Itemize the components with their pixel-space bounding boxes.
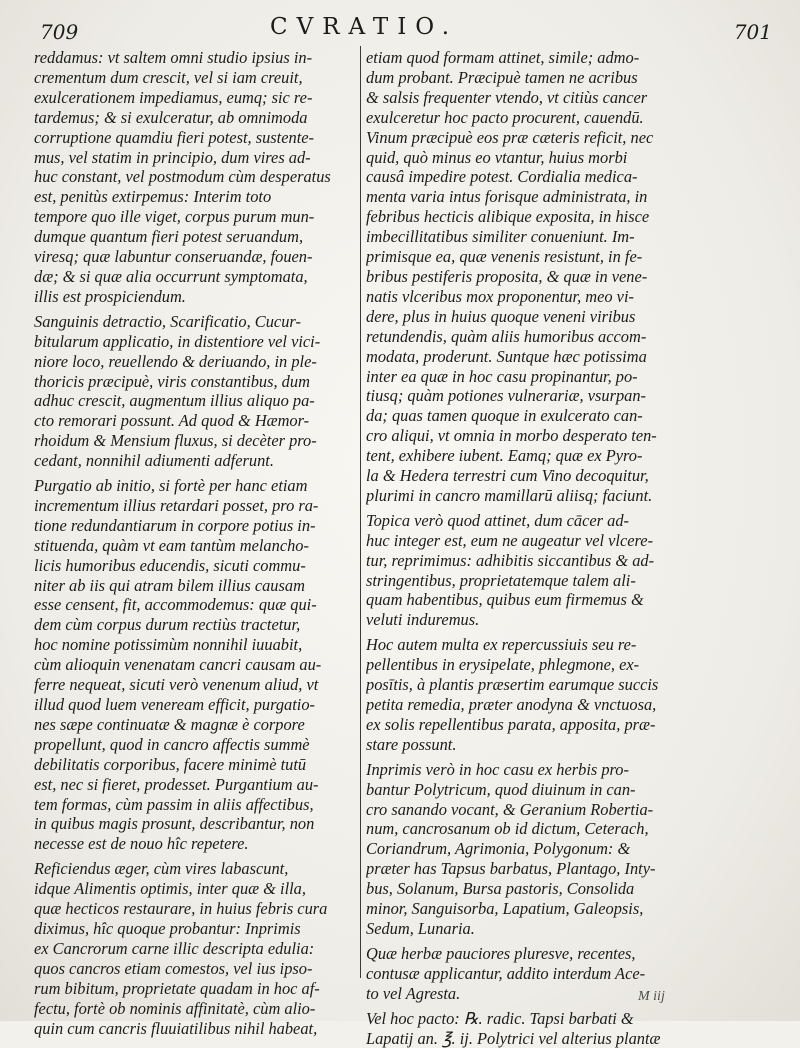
paragraph bbox=[34, 48, 352, 307]
text-line: dæ; & si quæ alia occurrunt symptomata, bbox=[34, 267, 352, 287]
text-line: cro aliqui, vt omnia in morbo desperato ten- bbox=[366, 426, 684, 446]
text-line: inter ea quæ in hoc casu propinantur, po- bbox=[366, 367, 684, 387]
text-line: tardemus; & si exulceratur, ab omnimoda bbox=[34, 108, 352, 128]
text-line: bitularum applicatio, in distentiore vel vici- bbox=[34, 332, 352, 352]
paragraph bbox=[34, 859, 352, 1038]
text-line: illis est prospiciendum. bbox=[34, 287, 352, 307]
text-line: ex Cancrorum carne illic descripta edulia: bbox=[34, 939, 352, 959]
text-line: præter has Tapsus barbatus, Plantago, Inty- bbox=[366, 859, 684, 879]
running-header bbox=[0, 14, 800, 48]
text-line: retundendis, quàm aliis humoribus accom- bbox=[366, 327, 684, 347]
paragraph bbox=[366, 511, 684, 630]
text-line: hoc nomine potissimùm nonnihil iuuabit, bbox=[34, 635, 352, 655]
text-line: nes sæpe continuatæ & magnæ è corpore bbox=[34, 715, 352, 735]
text-line: stringentibus, proprietatemque talem ali- bbox=[366, 571, 684, 591]
text-line: etiam quod formam attinet, simile; admo- bbox=[366, 48, 684, 68]
text-line: veluti induremus. bbox=[366, 610, 684, 630]
text-line: minor, Sanguisorba, Lapatium, Galeopsis, bbox=[366, 899, 684, 919]
text-line: est, nec si fieret, prodesset. Purgantium au- bbox=[34, 775, 352, 795]
text-line: niter ab iis qui atram bilem illius causam bbox=[34, 576, 352, 596]
text-line: tent, exhibere iubent. Eamq; quæ ex Pyro- bbox=[366, 446, 684, 466]
text-line: Vinum præcipuè eos præ cæteris reficit, nec bbox=[366, 128, 684, 148]
text-line: cto remorari possunt. Ad quod & Hæmor- bbox=[34, 411, 352, 431]
text-line: da; quas tamen quoque in exulcerato can- bbox=[366, 406, 684, 426]
text-line: est, penitùs extirpemus: Interim toto bbox=[34, 187, 352, 207]
text-line: dum probant. Præcipuè tamen ne acribus bbox=[366, 68, 684, 88]
text-line: Purgatio ab initio, si fortè per hanc etiam bbox=[34, 476, 352, 496]
text-line: tur, reprimimus: adhibitis siccantibus & ad- bbox=[366, 551, 684, 571]
running-title: CVRATIO. bbox=[270, 14, 458, 40]
page-number-right: 701 bbox=[734, 20, 772, 44]
text-line: incrementum illius retardari posset, pro ra- bbox=[34, 496, 352, 516]
text-line: la & Hedera terrestri cum Vino decoquitur, bbox=[366, 466, 684, 486]
text-line: fectu, fortè ob nominis affinitatè, cùm alio- bbox=[34, 999, 352, 1019]
text-line: necesse est de nouo hîc repetere. bbox=[34, 834, 352, 854]
text-line: menta varia intus forisque administrata, in bbox=[366, 187, 684, 207]
text-line: rum bibitum, proprietate quadam in hoc af- bbox=[34, 979, 352, 999]
text-line: rhoidum & Mensium fluxus, si decèter pro- bbox=[34, 431, 352, 451]
text-line: febribus hecticis alibique exposita, in hisce bbox=[366, 207, 684, 227]
text-line: contusæ applicantur, addito interdum Ace- bbox=[366, 964, 684, 984]
text-line: cro sanando vocant, & Geranium Robertia- bbox=[366, 800, 684, 820]
text-line: tem formas, cùm passim in aliis affectibus, bbox=[34, 795, 352, 815]
text-line: cùm alioquin venenatam cancri causam au- bbox=[34, 655, 352, 675]
text-line: illud quod luem veneream efficit, purgatio- bbox=[34, 695, 352, 715]
text-line: cedant, nonnihil adiumenti adferunt. bbox=[34, 451, 352, 471]
text-line: huc constant, vel postmodum cùm desperatus bbox=[34, 167, 352, 187]
text-line: Reficiendus æger, cùm vires labascunt, bbox=[34, 859, 352, 879]
text-line: & salsis frequenter vtendo, vt citiùs cancer bbox=[366, 88, 684, 108]
text-line: ferre nequeat, sicuti verò venenum aliud, vt bbox=[34, 675, 352, 695]
text-line: propellunt, quod in cancro affectis summè bbox=[34, 735, 352, 755]
text-line: idque Alimentis optimis, inter quæ & illa, bbox=[34, 879, 352, 899]
column-divider bbox=[360, 46, 361, 978]
text-line: dumque quantum fieri potest seruandum, bbox=[34, 227, 352, 247]
text-line: crementum dum crescit, vel si iam creuit, bbox=[34, 68, 352, 88]
paragraph bbox=[34, 312, 352, 471]
text-line: corruptione quamdiu fieri potest, sustente- bbox=[34, 128, 352, 148]
text-line: Sanguinis detractio, Scarificatio, Cucur- bbox=[34, 312, 352, 332]
text-line: quos cancros etiam comestos, vel ius ipso- bbox=[34, 959, 352, 979]
text-line: quam habentibus, quibus eum firmemus & bbox=[366, 590, 684, 610]
paragraph bbox=[366, 944, 684, 1004]
text-line: Inprimis verò in hoc casu ex herbis pro- bbox=[366, 760, 684, 780]
text-line: tiusq; quàm potiones vulnerariæ, vsurpan- bbox=[366, 386, 684, 406]
text-line: dere, plus in huius quoque veneni viribus bbox=[366, 307, 684, 327]
text-line: stituenda, quàm vt eam tantùm melancho- bbox=[34, 536, 352, 556]
text-line: licis humoribus educendis, sicuti commu- bbox=[34, 556, 352, 576]
paragraph bbox=[366, 760, 684, 939]
text-line: modata, proderunt. Suntque hæc potissima bbox=[366, 347, 684, 367]
paragraph bbox=[366, 48, 684, 506]
text-line: debilitatis corporibus, facere minimè tutū bbox=[34, 755, 352, 775]
text-line: quæ hecticos restaurare, in huius febris cura bbox=[34, 899, 352, 919]
text-line: quin cum cancris fluuiatilibus nihil habeat, bbox=[34, 1019, 352, 1039]
text-line: tione redundantiarum in corpore potius in- bbox=[34, 516, 352, 536]
text-line: pellentibus in erysipelate, phlegmone, ex- bbox=[366, 655, 684, 675]
text-line: huc integer est, eum ne augeatur vel vlcere- bbox=[366, 531, 684, 551]
paragraph bbox=[366, 635, 684, 754]
text-line: to vel Agresta. bbox=[366, 984, 684, 1004]
text-line: bantur Polytricum, quod diuinum in can- bbox=[366, 780, 684, 800]
text-line: stare possunt. bbox=[366, 735, 684, 755]
paragraph bbox=[366, 1009, 684, 1048]
right-column bbox=[366, 48, 684, 1048]
text-line: reddamus: vt saltem omni studio ipsius in- bbox=[34, 48, 352, 68]
text-line: posītis, à plantis præsertim earumque succis bbox=[366, 675, 684, 695]
text-line: Hoc autem multa ex repercussiuis seu re- bbox=[366, 635, 684, 655]
text-line: diximus, hîc quoque probantur: Inprimis bbox=[34, 919, 352, 939]
text-line: exulcerationem impediamus, eumq; sic re- bbox=[34, 88, 352, 108]
text-line: imbecillitatibus similiter conueniunt. Im- bbox=[366, 227, 684, 247]
text-line: Topica verò quod attinet, dum cācer ad- bbox=[366, 511, 684, 531]
text-line: exulceretur hoc pacto procurent, cauendū. bbox=[366, 108, 684, 128]
text-line: ex solis repellentibus parata, apposita, præ- bbox=[366, 715, 684, 735]
text-line: Quæ herbæ pauciores pluresve, recentes, bbox=[366, 944, 684, 964]
text-line: thoricis præcipuè, viris constantibus, dum bbox=[34, 372, 352, 392]
text-line: causâ impedire potest. Cordialia medica- bbox=[366, 167, 684, 187]
text-line: bribus pestiferis proposita, & quæ in vene- bbox=[366, 267, 684, 287]
text-line: niore loco, reuellendo & deriuando, in ple- bbox=[34, 352, 352, 372]
left-column bbox=[34, 48, 352, 1038]
text-line: Vel hoc pacto: ℞. radic. Tapsi barbati & bbox=[366, 1009, 684, 1029]
text-line: dem cùm corpus durum rectiùs tractetur, bbox=[34, 615, 352, 635]
text-line: viresq; quæ labuntur conseruandæ, fouen- bbox=[34, 247, 352, 267]
text-line: esse censent, fit, accommodemus: quæ qui- bbox=[34, 595, 352, 615]
text-line: Coriandrum, Agrimonia, Polygonum: & bbox=[366, 839, 684, 859]
text-line: Lapatij an. ℥. ij. Polytrici vel alterius plantæ bbox=[366, 1029, 684, 1048]
text-line: plurimi in cancro mamillarū aliisq; faciunt. bbox=[366, 486, 684, 506]
text-line: num, cancrosanum ob id dictum, Ceterach, bbox=[366, 819, 684, 839]
text-line: mus, vel statim in principio, dum vires ad- bbox=[34, 148, 352, 168]
text-line: natis vlceribus mox proponentur, meo vi- bbox=[366, 287, 684, 307]
text-line: quid, quò minus eo vtantur, huius morbi bbox=[366, 148, 684, 168]
page-number-left: 709 bbox=[40, 20, 78, 44]
text-line: tempore quo ille viget, corpus purum mun- bbox=[34, 207, 352, 227]
paragraph bbox=[34, 476, 352, 854]
text-line: adhuc crescit, augmentum illius aliquo pa- bbox=[34, 391, 352, 411]
text-line: bus, Solanum, Bursa pastoris, Consolida bbox=[366, 879, 684, 899]
text-line: Sedum, Lunaria. bbox=[366, 919, 684, 939]
text-line: primisque ea, quæ venenis resistunt, in fe- bbox=[366, 247, 684, 267]
text-line: in quibus magis prosunt, describantur, non bbox=[34, 814, 352, 834]
text-line: petita remedia, præter anodyna & vnctuosa, bbox=[366, 695, 684, 715]
signature-mark: M iij bbox=[638, 989, 665, 1005]
